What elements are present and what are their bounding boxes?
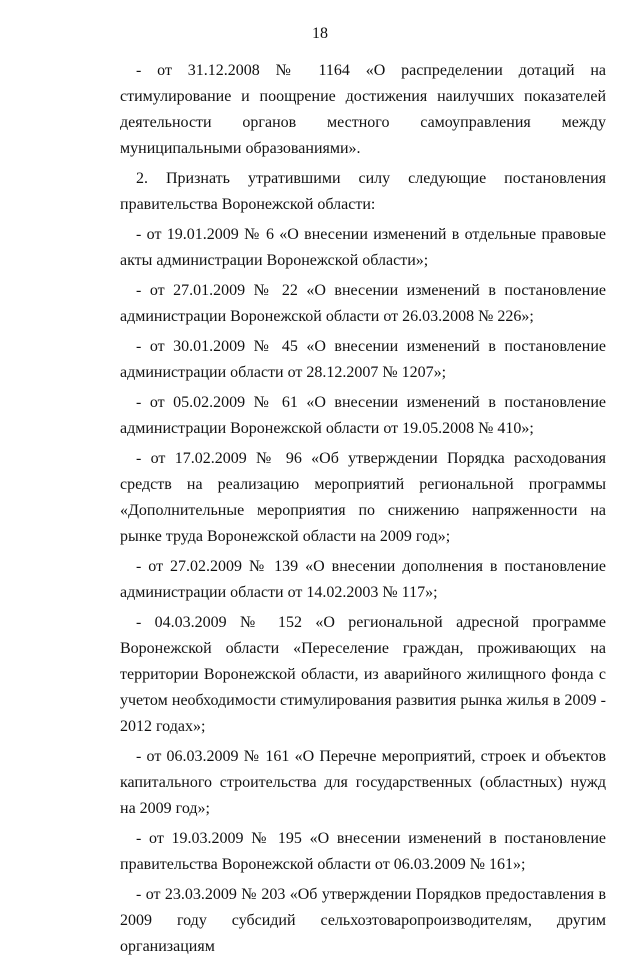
paragraph-item-2: 2. Признать утратившими силу следующие постановления правительства Воронежской области: [120, 170, 606, 213]
page-number: 18 [312, 25, 328, 42]
document-body [120, 58, 606, 964]
paragraph-decree-6: - от 19.01.2009 № 6 «О внесении изменений в отдельные правовые акты администрации Воронежской области»; [120, 226, 606, 269]
paragraph-decree-161: - от 06.03.2009 № 161 «О Перечне мероприятий, строек и объектов капитального строительства для государственных (областных) нужд на 2009 год»; [120, 748, 606, 817]
paragraph-decree-203: - от 23.03.2009 № 203 «Об утверждении Порядков предоставления в 2009 году субсидий сельхозтоваропроизводителям, другим организациям [120, 886, 606, 955]
paragraph-decree-45: - от 30.01.2009 № 45 «О внесении изменений в постановление администрации области от 28.12.2007 № 1207»; [120, 338, 606, 381]
paragraph-decree-1164: - от 31.12.2008 № 1164 «О распределении дотаций на стимулирование и поощрение достижения наилучших показателей деятельности органов местного самоуправления между муниципальными образованиями». [120, 62, 606, 157]
paragraph-decree-195: - от 19.03.2009 № 195 «О внесении изменений в постановление правительства Воронежской области от 06.03.2009 № 161»; [120, 830, 606, 873]
paragraph-decree-22: - от 27.01.2009 № 22 «О внесении изменений в постановление администрации Воронежской области от 26.03.2008 № 226»; [120, 282, 606, 325]
paragraph-decree-139: - от 27.02.2009 № 139 «О внесении дополнения в постановление администрации области от 14.02.2003 № 117»; [120, 558, 606, 601]
paragraph-decree-61: - от 05.02.2009 № 61 «О внесении изменений в постановление администрации Воронежской области от 19.05.2008 № 410»; [120, 394, 606, 437]
paragraph-decree-152: - 04.03.2009 № 152 «О региональной адресной программе Воронежской области «Переселение граждан, проживающих на территории Воронежской области, из аварийного жилищного фонда с учетом необходимости стимулирования развития рынка жилья в 2009 - 2012 годах»; [120, 614, 606, 735]
paragraph-decree-96: - от 17.02.2009 № 96 «Об утверждении Порядка расходования средств на реализацию мероприятий региональной программы «Дополнительные мероприятия по снижению напряженности на рынке труда Воронежской области на 2009 год»; [120, 450, 606, 545]
